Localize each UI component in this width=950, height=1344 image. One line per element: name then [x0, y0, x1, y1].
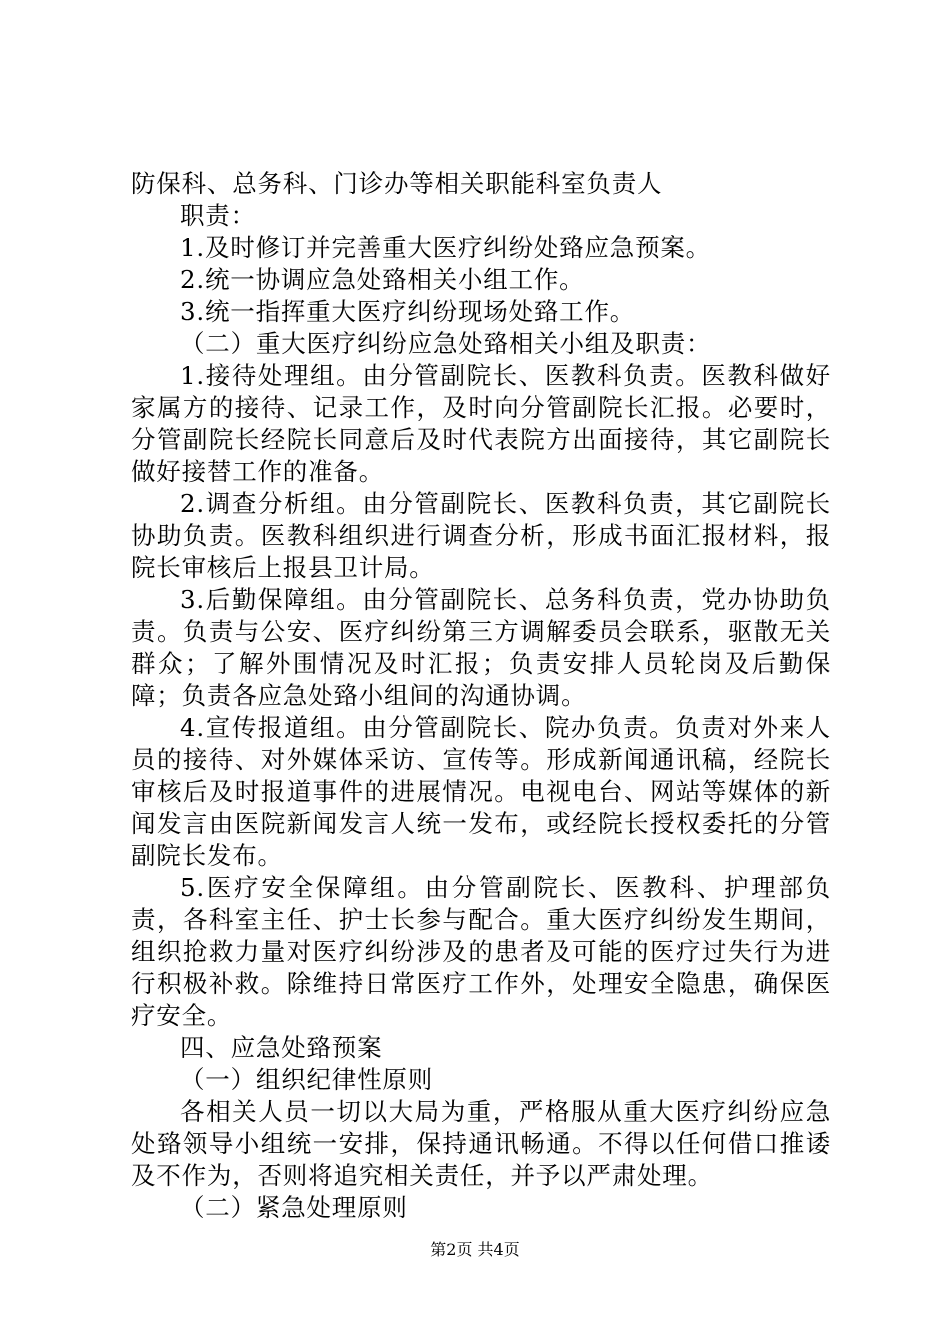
- paragraph-continuation: 防保科、总务科、门诊办等相关职能科室负责人: [131, 169, 663, 198]
- paragraph-investigation-group: 2.调查分析组。由分管副院长、医教科负责，其它副院长协助负责。医教科组织进行调查分析，形成书面汇报材料，报院长审核后上报县卫计局。: [131, 489, 831, 582]
- section-heading-groups: （二）重大医疗纠纷应急处臵相关小组及职责：: [180, 329, 712, 358]
- section-heading-plan: 四、应急处臵预案: [180, 1033, 383, 1062]
- paragraph-publicity-group: 4.宣传报道组。由分管副院长、院办负责。负责对外来人员的接待、对外媒体采访、宣传等。形成新闻通讯稿，经院长审核后及时报道事件的进展情况。电视电台、网站等媒体的新闻发言由医院新闻发言人统一发布，或经院长授权委托的分管副院长发布。: [131, 713, 831, 870]
- paragraph-duty-1: 1.及时修订并完善重大医疗纠纷处臵应急预案。: [180, 233, 711, 262]
- subsection-heading-discipline: （一）组织纪律性原则: [180, 1065, 433, 1094]
- document-body: [131, 168, 831, 1224]
- paragraph-duties-heading: 职责：: [180, 201, 256, 230]
- page-number-footer: 第2页 共4页: [430, 1240, 520, 1259]
- paragraph-reception-group: 1.接待处理组。由分管副院长、医教科负责。医教科做好家属方的接待、记录工作，及时向分管副院长汇报。必要时，分管副院长经院长同意后及时代表院方出面接待，其它副院长做好接替工作的准备。: [131, 361, 831, 486]
- subsection-heading-emergency: （二）紧急处理原则: [180, 1193, 408, 1222]
- paragraph-logistics-group: 3.后勤保障组。由分管副院长、总务科负责，党办协助负责。负责与公安、医疗纠纷第三方调解委员会联系，驱散无关群众；了解外围情况及时汇报；负责安排人员轮岗及后勤保障；负责各应急处臵小组间的沟通协调。: [131, 585, 831, 710]
- paragraph-safety-group: 5.医疗安全保障组。由分管副院长、医教科、护理部负责，各科室主任、护士长参与配合。重大医疗纠纷发生期间，组织抢救力量对医疗纠纷涉及的患者及可能的医疗过失行为进行积极补救。除维持日常医疗工作外，处理安全隐患，确保医疗安全。: [131, 873, 831, 1030]
- paragraph-duty-3: 3.统一指挥重大医疗纠纷现场处臵工作。: [180, 297, 636, 326]
- paragraph-duty-2: 2.统一协调应急处臵相关小组工作。: [180, 265, 585, 294]
- paragraph-discipline: 各相关人员一切以大局为重，严格服从重大医疗纠纷应急处臵领导小组统一安排，保持通讯畅通。不得以任何借口推诿及不作为，否则将追究相关责任，并予以严肃处理。: [131, 1097, 831, 1190]
